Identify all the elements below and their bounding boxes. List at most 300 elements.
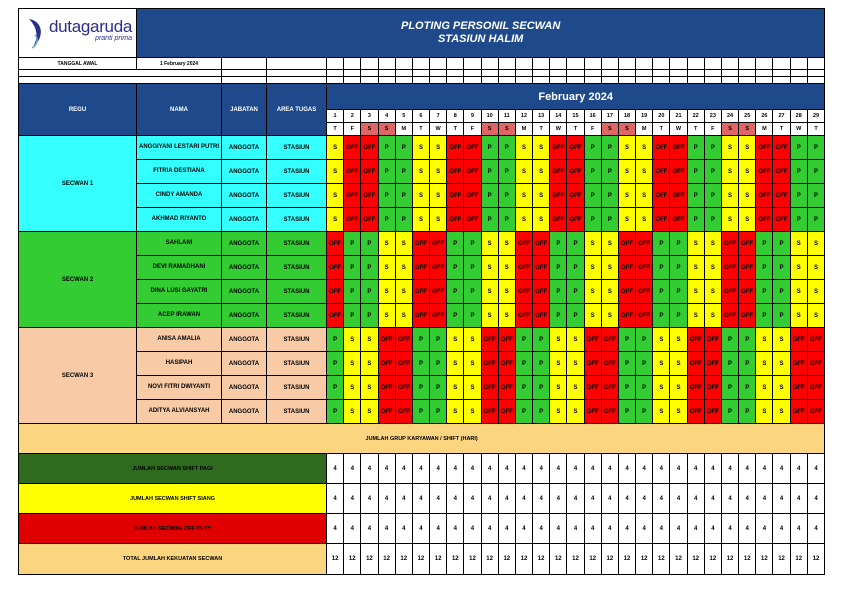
shift-cell: P bbox=[618, 376, 635, 400]
shift-cell: P bbox=[447, 304, 464, 328]
shift-cell: S bbox=[756, 328, 773, 352]
summary-value: 4 bbox=[361, 454, 378, 484]
shift-cell: OFF bbox=[395, 376, 412, 400]
shift-cell: S bbox=[670, 352, 687, 376]
summary-value: 12 bbox=[687, 544, 704, 575]
shift-cell: OFF bbox=[464, 160, 481, 184]
shift-cell: OFF bbox=[584, 328, 601, 352]
table-row bbox=[19, 352, 825, 376]
shift-cell: OFF bbox=[653, 184, 670, 208]
shift-cell: P bbox=[344, 280, 361, 304]
empty-cell bbox=[756, 77, 773, 84]
shift-cell: S bbox=[790, 232, 807, 256]
summary-value: 4 bbox=[412, 514, 429, 544]
summary-value: 4 bbox=[481, 514, 498, 544]
table-row bbox=[19, 256, 825, 280]
member-name: ANGGIYANI LESTARI PUTRI bbox=[137, 136, 222, 160]
shift-cell: P bbox=[430, 352, 447, 376]
shift-cell: S bbox=[567, 352, 584, 376]
day-number: 21 bbox=[670, 110, 687, 123]
day-number: 11 bbox=[498, 110, 515, 123]
shift-cell: P bbox=[464, 304, 481, 328]
empty-cell bbox=[636, 58, 653, 70]
shift-cell: OFF bbox=[361, 208, 378, 232]
member-name: AKHMAD RIYANTO bbox=[137, 208, 222, 232]
member-jabatan: ANGGOTA bbox=[222, 136, 267, 160]
shift-cell: P bbox=[721, 328, 738, 352]
summary-value: 4 bbox=[601, 514, 618, 544]
day-of-week: S bbox=[601, 123, 618, 136]
shift-cell: OFF bbox=[739, 256, 756, 280]
summary-value: 4 bbox=[498, 454, 515, 484]
member-area: STASIUN bbox=[267, 352, 327, 376]
shift-cell: P bbox=[533, 352, 550, 376]
day-of-week: M bbox=[395, 123, 412, 136]
shift-cell: S bbox=[807, 232, 824, 256]
shift-cell: P bbox=[721, 376, 738, 400]
empty-cell bbox=[807, 58, 824, 70]
shift-cell: S bbox=[653, 376, 670, 400]
shift-cell: S bbox=[636, 136, 653, 160]
shift-cell: OFF bbox=[739, 280, 756, 304]
shift-cell: P bbox=[653, 232, 670, 256]
shift-cell: P bbox=[618, 400, 635, 424]
shift-cell: OFF bbox=[636, 280, 653, 304]
summary-value: 4 bbox=[515, 454, 532, 484]
summary-value: 4 bbox=[344, 454, 361, 484]
shift-cell: P bbox=[704, 184, 721, 208]
empty-cell bbox=[222, 70, 267, 77]
shift-cell: OFF bbox=[618, 280, 635, 304]
summary-value: 12 bbox=[515, 544, 532, 575]
shift-cell: P bbox=[481, 184, 498, 208]
summary-value: 4 bbox=[584, 454, 601, 484]
shift-cell: OFF bbox=[412, 304, 429, 328]
empty-cell bbox=[533, 77, 550, 84]
empty-cell bbox=[464, 58, 481, 70]
empty-cell bbox=[395, 58, 412, 70]
shift-cell: S bbox=[704, 280, 721, 304]
shift-cell: P bbox=[395, 208, 412, 232]
day-of-week: F bbox=[344, 123, 361, 136]
day-of-week: M bbox=[515, 123, 532, 136]
table-row bbox=[19, 136, 825, 160]
shift-cell: OFF bbox=[481, 352, 498, 376]
shift-cell: S bbox=[447, 376, 464, 400]
shift-cell: S bbox=[687, 232, 704, 256]
empty-cell bbox=[430, 58, 447, 70]
empty-cell bbox=[739, 70, 756, 77]
empty-cell bbox=[790, 77, 807, 84]
shift-cell: OFF bbox=[412, 280, 429, 304]
header-jabatan: JABATAN bbox=[222, 84, 267, 136]
shift-cell: P bbox=[412, 352, 429, 376]
day-of-week: S bbox=[361, 123, 378, 136]
day-number: 28 bbox=[790, 110, 807, 123]
header-area: AREA TUGAS bbox=[267, 84, 327, 136]
shift-cell: P bbox=[773, 280, 790, 304]
summary-row bbox=[19, 544, 825, 575]
summary-value: 4 bbox=[567, 454, 584, 484]
summary-value: 4 bbox=[361, 484, 378, 514]
shift-cell: S bbox=[533, 160, 550, 184]
summary-label: JUMLAH SECWAN SHIFT PAGI bbox=[19, 454, 327, 484]
shift-cell: S bbox=[807, 304, 824, 328]
shift-cell: P bbox=[670, 304, 687, 328]
day-of-week: M bbox=[756, 123, 773, 136]
logo-cell bbox=[19, 9, 137, 58]
day-of-week: T bbox=[327, 123, 344, 136]
summary-value: 4 bbox=[670, 484, 687, 514]
shift-cell: OFF bbox=[601, 328, 618, 352]
shift-cell: P bbox=[567, 232, 584, 256]
day-of-week: W bbox=[670, 123, 687, 136]
shift-cell: P bbox=[464, 256, 481, 280]
empty-cell bbox=[721, 58, 738, 70]
roster-table bbox=[18, 8, 825, 575]
empty-cell bbox=[550, 58, 567, 70]
shift-cell: OFF bbox=[447, 136, 464, 160]
shift-cell: OFF bbox=[601, 352, 618, 376]
shift-cell: P bbox=[807, 136, 824, 160]
shift-cell: P bbox=[447, 280, 464, 304]
summary-value: 4 bbox=[636, 514, 653, 544]
shift-cell: P bbox=[584, 160, 601, 184]
summary-value: 12 bbox=[412, 544, 429, 575]
empty-cell bbox=[756, 58, 773, 70]
shift-cell: P bbox=[481, 136, 498, 160]
table-row bbox=[19, 328, 825, 352]
summary-value: 12 bbox=[498, 544, 515, 575]
empty-cell bbox=[773, 70, 790, 77]
empty-cell bbox=[222, 77, 267, 84]
summary-value: 4 bbox=[670, 514, 687, 544]
shift-cell: S bbox=[550, 400, 567, 424]
shift-cell: S bbox=[704, 256, 721, 280]
member-name: ANISA AMALIA bbox=[137, 328, 222, 352]
shift-cell: S bbox=[653, 352, 670, 376]
empty-cell bbox=[498, 77, 515, 84]
shift-cell: P bbox=[498, 208, 515, 232]
day-number: 12 bbox=[515, 110, 532, 123]
summary-value: 12 bbox=[447, 544, 464, 575]
summary-value: 4 bbox=[567, 514, 584, 544]
summary-value: 4 bbox=[773, 514, 790, 544]
shift-cell: OFF bbox=[533, 304, 550, 328]
shift-cell: OFF bbox=[636, 304, 653, 328]
shift-cell: P bbox=[739, 352, 756, 376]
empty-cell bbox=[687, 70, 704, 77]
empty-cell bbox=[361, 77, 378, 84]
shift-cell: P bbox=[550, 256, 567, 280]
shift-cell: OFF bbox=[378, 328, 395, 352]
summary-value: 12 bbox=[567, 544, 584, 575]
summary-value: 4 bbox=[756, 454, 773, 484]
shift-cell: OFF bbox=[533, 256, 550, 280]
day-number: 13 bbox=[533, 110, 550, 123]
member-area: STASIUN bbox=[267, 400, 327, 424]
day-number: 23 bbox=[704, 110, 721, 123]
empty-cell bbox=[378, 77, 395, 84]
empty-cell bbox=[739, 77, 756, 84]
empty-cell bbox=[412, 70, 429, 77]
shift-cell: P bbox=[756, 232, 773, 256]
summary-value: 4 bbox=[636, 454, 653, 484]
shift-cell: OFF bbox=[378, 352, 395, 376]
shift-cell: S bbox=[344, 352, 361, 376]
shift-cell: OFF bbox=[807, 328, 824, 352]
shift-cell: S bbox=[773, 328, 790, 352]
summary-value: 4 bbox=[464, 514, 481, 544]
shift-cell: S bbox=[584, 232, 601, 256]
shift-cell: P bbox=[412, 400, 429, 424]
table-row bbox=[19, 304, 825, 328]
shift-cell: OFF bbox=[515, 280, 532, 304]
day-number: 15 bbox=[567, 110, 584, 123]
summary-value: 12 bbox=[721, 544, 738, 575]
empty-cell bbox=[344, 77, 361, 84]
empty-cell bbox=[773, 58, 790, 70]
shift-cell: OFF bbox=[756, 160, 773, 184]
summary-value: 4 bbox=[773, 454, 790, 484]
shift-cell: OFF bbox=[653, 208, 670, 232]
shift-cell: S bbox=[550, 352, 567, 376]
member-jabatan: ANGGOTA bbox=[222, 208, 267, 232]
shift-cell: P bbox=[344, 256, 361, 280]
empty-cell bbox=[704, 77, 721, 84]
shift-cell: S bbox=[464, 376, 481, 400]
shift-cell: OFF bbox=[550, 136, 567, 160]
shift-cell: OFF bbox=[327, 304, 344, 328]
shift-cell: S bbox=[567, 376, 584, 400]
member-area: STASIUN bbox=[267, 328, 327, 352]
empty-cell bbox=[361, 58, 378, 70]
shift-cell: S bbox=[636, 208, 653, 232]
shift-cell: OFF bbox=[756, 136, 773, 160]
summary-value: 12 bbox=[395, 544, 412, 575]
member-area: STASIUN bbox=[267, 184, 327, 208]
day-of-week: F bbox=[704, 123, 721, 136]
summary-value: 4 bbox=[447, 484, 464, 514]
shift-cell: S bbox=[670, 400, 687, 424]
member-jabatan: ANGGOTA bbox=[222, 256, 267, 280]
shift-cell: P bbox=[653, 304, 670, 328]
summary-value: 4 bbox=[653, 454, 670, 484]
summary-value: 12 bbox=[361, 544, 378, 575]
member-area: STASIUN bbox=[267, 136, 327, 160]
shift-cell: P bbox=[533, 376, 550, 400]
shift-cell: S bbox=[395, 280, 412, 304]
shift-cell: S bbox=[515, 208, 532, 232]
shift-cell: S bbox=[430, 184, 447, 208]
empty-cell bbox=[515, 77, 532, 84]
day-number: 24 bbox=[721, 110, 738, 123]
empty-cell bbox=[567, 77, 584, 84]
shift-cell: S bbox=[584, 304, 601, 328]
member-name: DINA LUSI GAYATRI bbox=[137, 280, 222, 304]
shift-cell: P bbox=[653, 280, 670, 304]
summary-value: 4 bbox=[481, 454, 498, 484]
shift-cell: OFF bbox=[773, 136, 790, 160]
shift-cell: P bbox=[756, 280, 773, 304]
summary-value: 4 bbox=[636, 484, 653, 514]
shift-cell: S bbox=[790, 256, 807, 280]
summary-value: 4 bbox=[704, 454, 721, 484]
summary-value: 4 bbox=[739, 514, 756, 544]
member-jabatan: ANGGOTA bbox=[222, 352, 267, 376]
day-number: 8 bbox=[447, 110, 464, 123]
table-row bbox=[19, 208, 825, 232]
group-name: SECWAN 1 bbox=[19, 136, 137, 232]
empty-cell bbox=[687, 58, 704, 70]
empty-cell bbox=[412, 58, 429, 70]
empty-cell bbox=[19, 77, 222, 84]
shift-cell: S bbox=[412, 160, 429, 184]
member-name: ACEP IRAWAN bbox=[137, 304, 222, 328]
shift-cell: P bbox=[704, 208, 721, 232]
shift-cell: P bbox=[739, 376, 756, 400]
shift-cell: P bbox=[567, 280, 584, 304]
summary-value: 4 bbox=[481, 484, 498, 514]
shift-cell: OFF bbox=[395, 328, 412, 352]
shift-cell: P bbox=[636, 400, 653, 424]
shift-cell: OFF bbox=[464, 136, 481, 160]
day-of-week: S bbox=[618, 123, 635, 136]
shift-cell: OFF bbox=[481, 328, 498, 352]
summary-value: 12 bbox=[533, 544, 550, 575]
empty-cell bbox=[430, 77, 447, 84]
shift-cell: P bbox=[515, 400, 532, 424]
empty-cell bbox=[653, 77, 670, 84]
day-of-week: W bbox=[430, 123, 447, 136]
shift-cell: P bbox=[430, 400, 447, 424]
shift-cell: OFF bbox=[498, 352, 515, 376]
shift-cell: P bbox=[378, 136, 395, 160]
summary-value: 4 bbox=[618, 454, 635, 484]
summary-value: 4 bbox=[550, 514, 567, 544]
day-of-week: T bbox=[412, 123, 429, 136]
shift-cell: S bbox=[447, 352, 464, 376]
summary-value: 4 bbox=[807, 484, 824, 514]
day-number: 2 bbox=[344, 110, 361, 123]
day-of-week: T bbox=[687, 123, 704, 136]
logo-sub-text: pranti prima bbox=[95, 35, 133, 42]
day-of-week: T bbox=[447, 123, 464, 136]
member-area: STASIUN bbox=[267, 208, 327, 232]
shift-cell: OFF bbox=[481, 400, 498, 424]
member-name: CINDY AMANDA bbox=[137, 184, 222, 208]
summary-value: 4 bbox=[412, 454, 429, 484]
shift-cell: OFF bbox=[807, 352, 824, 376]
shift-cell: OFF bbox=[756, 208, 773, 232]
shift-cell: OFF bbox=[687, 400, 704, 424]
shift-cell: S bbox=[515, 136, 532, 160]
shift-cell: P bbox=[550, 304, 567, 328]
summary-value: 12 bbox=[739, 544, 756, 575]
empty-cell bbox=[464, 70, 481, 77]
summary-value: 4 bbox=[378, 484, 395, 514]
shift-cell: S bbox=[378, 304, 395, 328]
empty-cell bbox=[756, 70, 773, 77]
day-number: 7 bbox=[430, 110, 447, 123]
summary-value: 4 bbox=[447, 514, 464, 544]
shift-cell: P bbox=[412, 376, 429, 400]
member-jabatan: ANGGOTA bbox=[222, 328, 267, 352]
shift-cell: S bbox=[653, 400, 670, 424]
shift-cell: P bbox=[618, 352, 635, 376]
shift-cell: S bbox=[618, 184, 635, 208]
table-row bbox=[19, 280, 825, 304]
empty-cell bbox=[344, 58, 361, 70]
day-of-week: T bbox=[567, 123, 584, 136]
shift-cell: P bbox=[327, 400, 344, 424]
shift-cell: S bbox=[721, 160, 738, 184]
shift-cell: OFF bbox=[567, 136, 584, 160]
empty-cell bbox=[515, 58, 532, 70]
summary-value: 12 bbox=[807, 544, 824, 575]
day-number: 4 bbox=[378, 110, 395, 123]
shift-cell: P bbox=[395, 184, 412, 208]
empty-cell bbox=[550, 70, 567, 77]
shift-cell: S bbox=[533, 208, 550, 232]
day-number: 1 bbox=[327, 110, 344, 123]
shift-cell: OFF bbox=[584, 400, 601, 424]
empty-cell bbox=[618, 70, 635, 77]
shift-cell: P bbox=[567, 256, 584, 280]
summary-value: 4 bbox=[361, 514, 378, 544]
shift-cell: OFF bbox=[653, 160, 670, 184]
empty-cell bbox=[618, 77, 635, 84]
shift-cell: OFF bbox=[636, 256, 653, 280]
shift-cell: S bbox=[790, 304, 807, 328]
shift-cell: S bbox=[344, 400, 361, 424]
empty-cell bbox=[361, 70, 378, 77]
shift-cell: S bbox=[327, 136, 344, 160]
day-of-week: F bbox=[464, 123, 481, 136]
day-of-week: T bbox=[533, 123, 550, 136]
day-of-week: S bbox=[721, 123, 738, 136]
table-row bbox=[19, 184, 825, 208]
summary-value: 4 bbox=[430, 484, 447, 514]
summary-value: 4 bbox=[378, 454, 395, 484]
summary-value: 4 bbox=[756, 514, 773, 544]
day-number: 10 bbox=[481, 110, 498, 123]
shift-cell: OFF bbox=[773, 160, 790, 184]
title-line-1: PLOTING PERSONIL SECWAN bbox=[400, 20, 561, 32]
summary-value: 4 bbox=[807, 514, 824, 544]
shift-cell: P bbox=[773, 232, 790, 256]
shift-cell: P bbox=[378, 184, 395, 208]
empty-cell bbox=[807, 77, 824, 84]
summary-value: 4 bbox=[447, 454, 464, 484]
group-name: SECWAN 3 bbox=[19, 328, 137, 424]
shift-cell: OFF bbox=[721, 256, 738, 280]
empty-cell bbox=[267, 58, 327, 70]
empty-cell bbox=[567, 70, 584, 77]
shift-cell: S bbox=[464, 400, 481, 424]
day-of-week: F bbox=[584, 123, 601, 136]
shift-cell: OFF bbox=[704, 352, 721, 376]
summary-value: 4 bbox=[653, 484, 670, 514]
day-of-week: S bbox=[378, 123, 395, 136]
shift-cell: P bbox=[533, 400, 550, 424]
shift-cell: S bbox=[498, 232, 515, 256]
shift-cell: S bbox=[533, 184, 550, 208]
shift-cell: P bbox=[704, 160, 721, 184]
empty-cell bbox=[447, 77, 464, 84]
shift-cell: S bbox=[481, 280, 498, 304]
shift-cell: P bbox=[807, 184, 824, 208]
